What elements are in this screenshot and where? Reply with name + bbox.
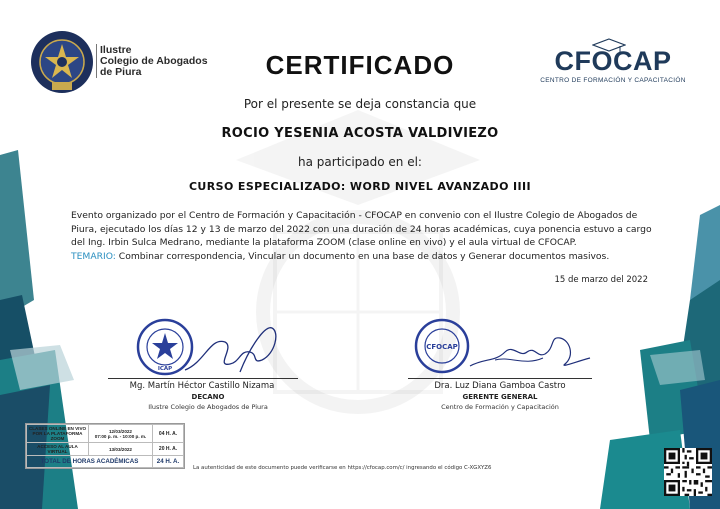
hours-row1-time: 07:00 p. m. - 10:00 p. m. — [94, 433, 147, 439]
hours-row2-hours: 20 H. A. — [153, 443, 184, 456]
right-stamp-text: CFOCAP — [426, 343, 458, 351]
description-line3: del Ing. Irbin Sulca Medrano, mediante la plataforma ZOOM (clase online en vivo) y el aula virtual de CFOCAP. — [71, 237, 577, 248]
left-signature-scribble — [180, 322, 290, 378]
hours-total-value: 24 H. A. — [153, 456, 184, 468]
right-signer-role: GERENTE GENERAL — [462, 393, 538, 401]
right-signature-scribble — [465, 328, 595, 376]
temario-line — [71, 250, 661, 264]
left-signer-role: DECANO — [191, 393, 225, 401]
academic-hours-table — [25, 423, 185, 469]
icap-name — [100, 45, 208, 78]
intro-text: Por el presente se deja constancia que — [243, 97, 477, 111]
hours-total-label: TOTAL DE HORAS ACADÉMICAS — [27, 456, 153, 468]
course-title: CURSO ESPECIALIZADO: WORD NIVEL AVANZADO IIII — [188, 180, 532, 193]
participated-text: ha participado en el: — [298, 155, 422, 169]
temario-label: TEMARIO: — [71, 250, 116, 262]
left-signer-name: Mg. Martín Héctor Castillo Nizama — [129, 381, 275, 391]
table-row — [27, 425, 184, 443]
right-signer-org: Centro de Formación y Capacitación — [441, 403, 559, 411]
hours-row1-hours: 04 H. A. — [153, 425, 184, 443]
cfocap-tagline: CENTRO DE FORMACIÓN Y CAPACITACIÓN — [540, 77, 686, 84]
qr-code-icon[interactable] — [664, 448, 712, 496]
cfocap-logo — [538, 38, 688, 88]
recipient-name: ROCIO YESENIA ACOSTA VALDIVIEZO — [221, 126, 499, 141]
left-signer-org: Ilustre Colegio de Abogados de Piura — [148, 403, 268, 411]
event-description — [71, 209, 661, 263]
table-row-total — [27, 456, 184, 468]
cfocap-wordmark: CFOCAP — [554, 46, 672, 76]
hours-row2-date: 13/03/2022 — [89, 443, 153, 456]
description-line2: Piura, ejecutado los días 12 y 13 de marzo del 2022 con una duración de 24 horas académicas, cuya ponencia estuvo a cargo — [71, 223, 652, 235]
icap-name-line2: Colegio de Abogados — [100, 55, 208, 67]
verification-note: La autenticidad de este documento puede verificarse en https://cfocap.com/c/ ingresando el código C-XGXYZ6 — [193, 465, 492, 471]
header-divider — [96, 44, 97, 78]
hours-row1-label: CLASES ONLINE EN VIVO POR LA PLATAFORMA ZOOM — [27, 425, 89, 443]
issue-date: 15 de marzo del 2022 — [554, 275, 648, 285]
right-signature-line — [408, 378, 592, 379]
hours-row2-label: ACCESO AL AULA VIRTUAL — [27, 443, 89, 456]
hours-row1-schedule — [89, 425, 153, 443]
description-line1: Evento organizado por el Centro de Formación y Capacitación - CFOCAP en convenio con el Ilustre Colegio de Abogados de — [71, 210, 638, 221]
table-row — [27, 443, 184, 456]
left-signature-line — [108, 378, 298, 379]
icap-seal-icon — [30, 30, 94, 94]
hours-row1-date: 12/03/2022 — [109, 428, 132, 434]
right-signer-name: Dra. Luz Diana Gamboa Castro — [434, 381, 566, 391]
icap-name-line1: Ilustre — [100, 44, 132, 56]
certificate-title: CERTIFICADO — [265, 50, 455, 80]
temario-text: Combinar correspondencia, Vincular un documento en una base de datos y Generar documentos masivos. — [115, 250, 610, 262]
cfocap-stamp-icon — [414, 318, 470, 374]
left-stamp-text: ICAP — [157, 366, 173, 372]
icap-name-line3: de Piura — [100, 66, 142, 78]
